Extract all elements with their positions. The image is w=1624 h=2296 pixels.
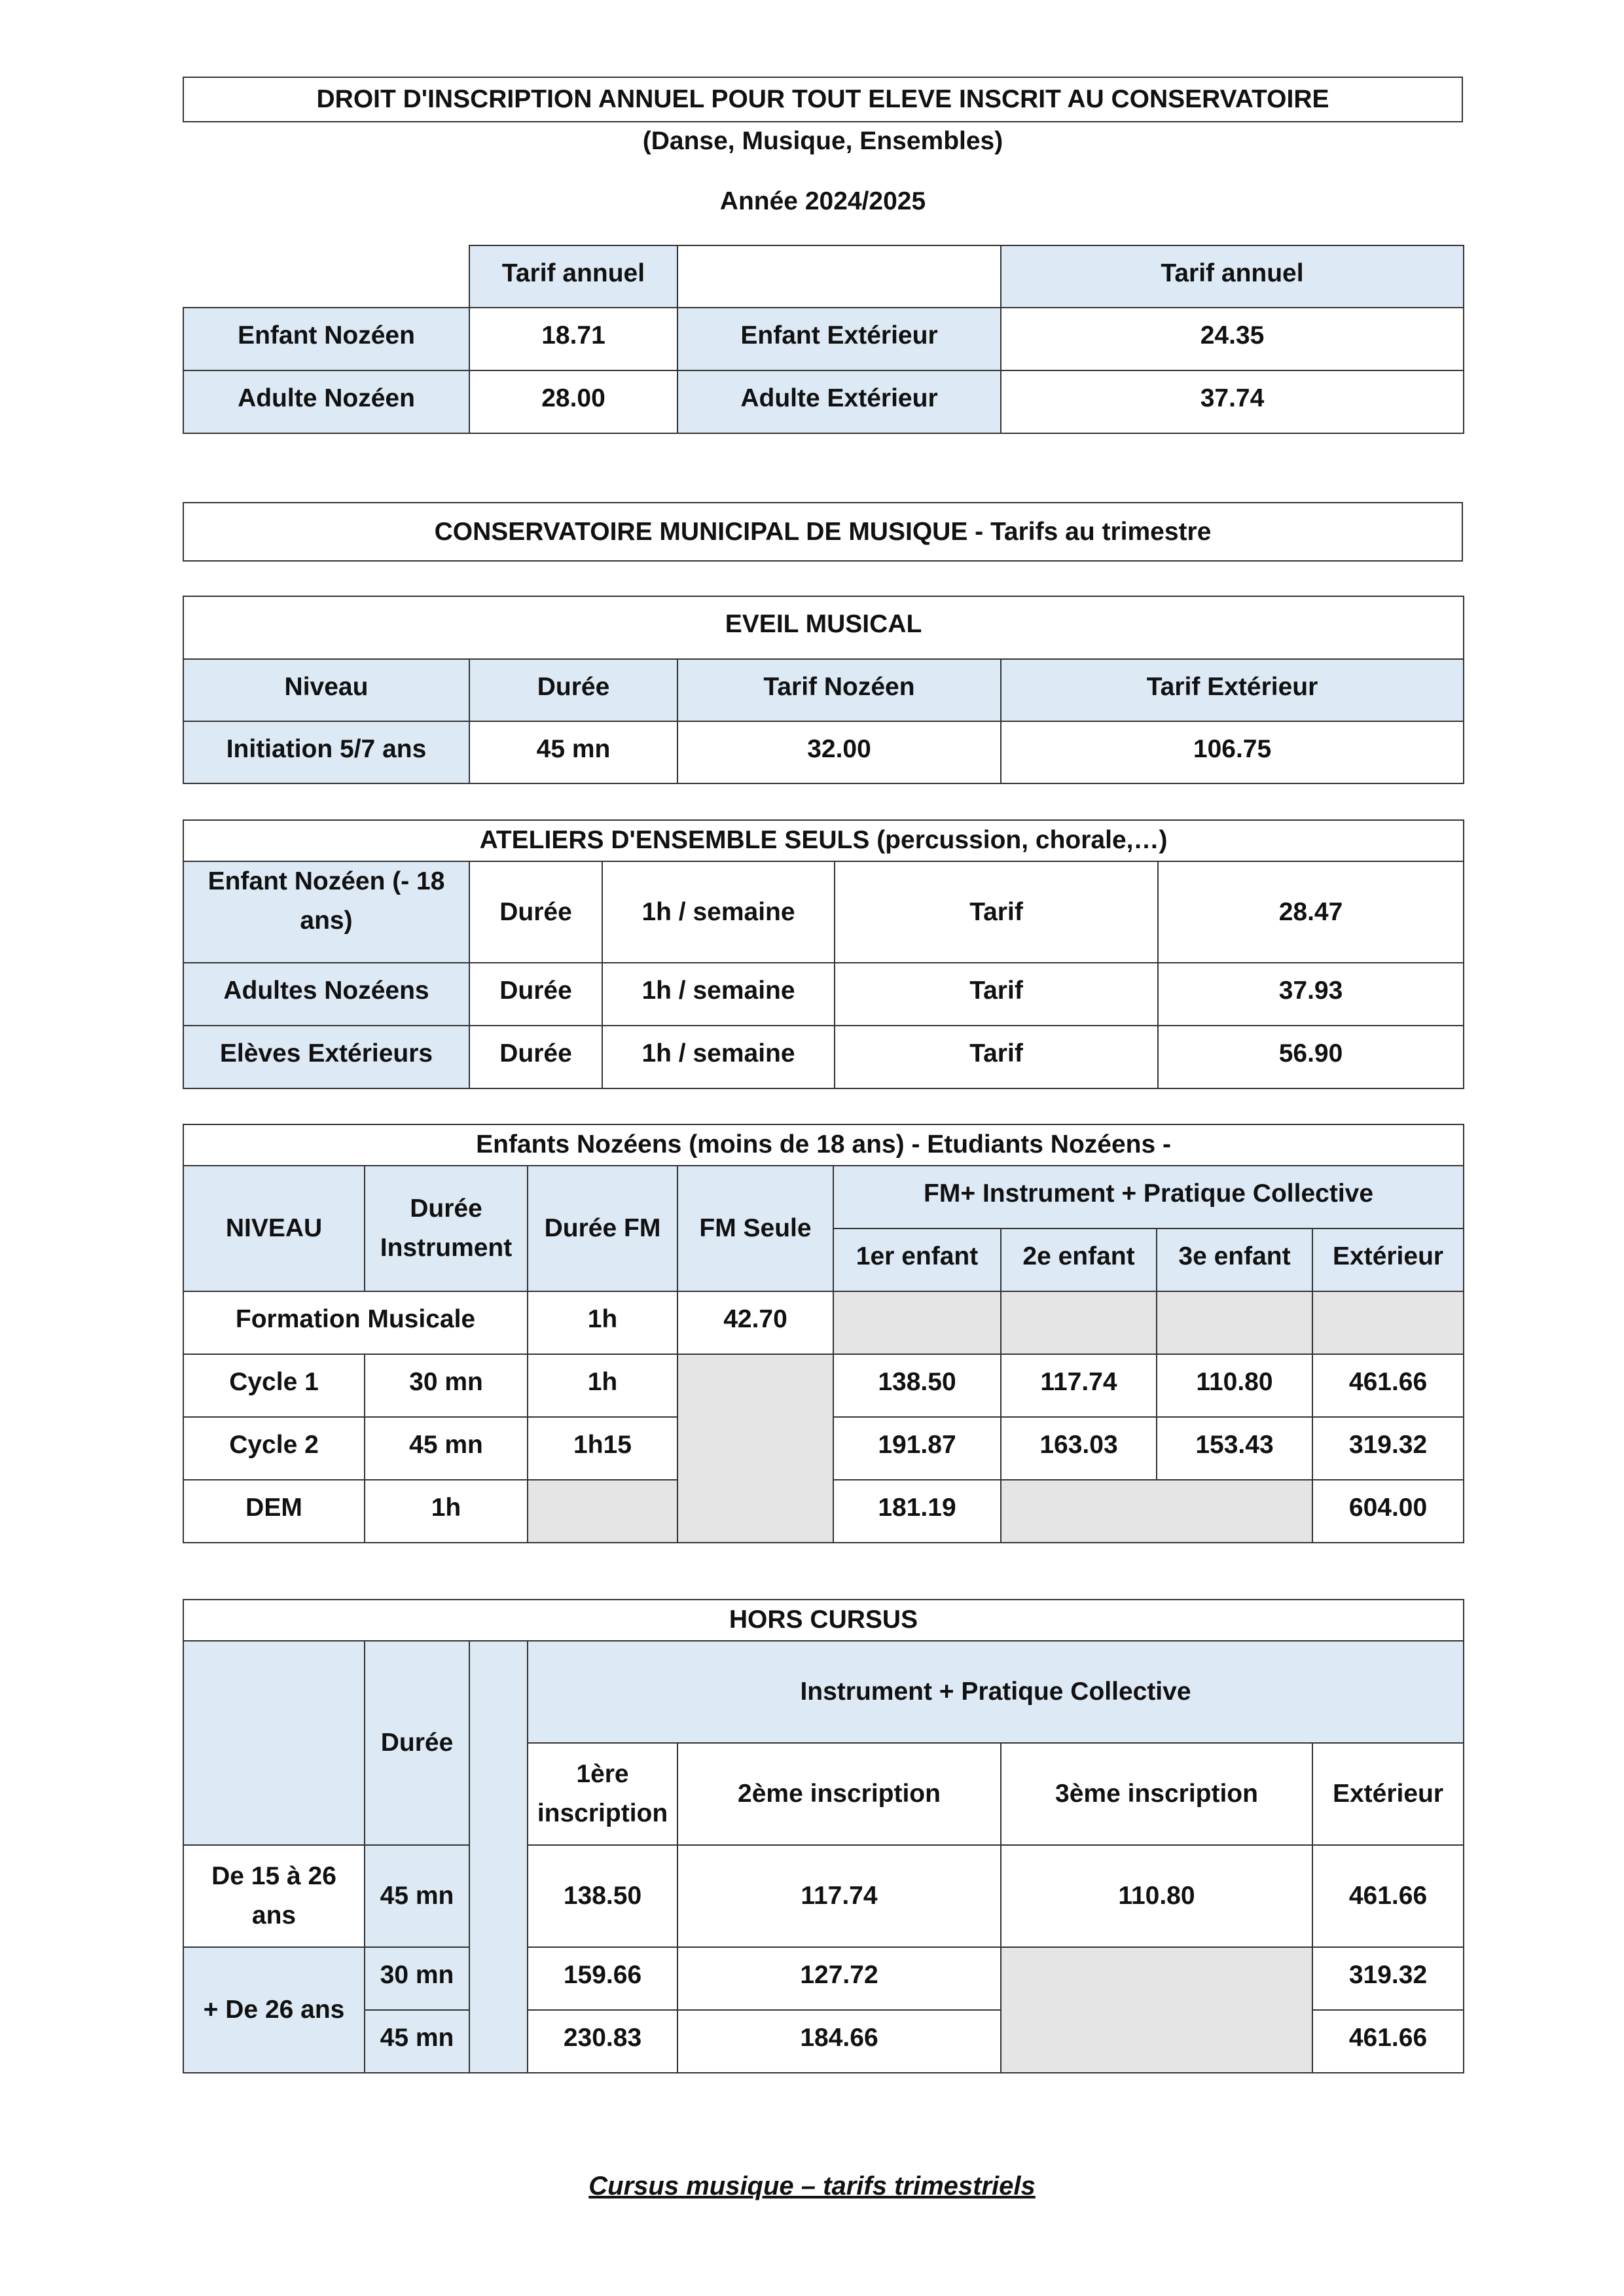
tarif-label: Tarif <box>835 963 1158 1026</box>
tarif-label: Tarif <box>835 861 1158 963</box>
value-cell: 28.00 <box>469 370 677 433</box>
duree-label: Durée <box>469 963 602 1026</box>
inscription-table <box>183 245 1463 434</box>
header-3e-enfant: 3e enfant <box>1157 1229 1312 1291</box>
value-cell: 32.00 <box>677 721 1001 783</box>
empty-cell <box>1157 1291 1312 1354</box>
value-cell: 1h <box>365 1480 528 1543</box>
header-group-instrument: Instrument + Pratique Collective <box>528 1641 1464 1743</box>
row-label: Cycle 2 <box>183 1417 365 1480</box>
conservatoire-title: CONSERVATOIRE MUNICIPAL DE MUSIQUE - Tarifs au trimestre <box>183 502 1463 562</box>
row-label: Adulte Extérieur <box>677 370 1001 433</box>
value-cell: 45 mn <box>365 1417 528 1480</box>
header-2e-enfant: 2e enfant <box>1001 1229 1157 1291</box>
empty-cell <box>677 245 1001 308</box>
tarif-value: 37.93 <box>1158 963 1464 1026</box>
value-cell: 153.43 <box>1157 1417 1312 1480</box>
header-duree-instrument: Durée Instrument <box>365 1166 528 1291</box>
duree-value: 1h / semaine <box>602 861 835 963</box>
row-label: DEM <box>183 1480 365 1543</box>
row-label: + De 26 ans <box>183 1947 365 2073</box>
header-niveau: NIVEAU <box>183 1166 365 1291</box>
col-header-tarif-annuel: Tarif annuel <box>1001 245 1464 308</box>
value-cell: 191.87 <box>833 1417 1001 1480</box>
value-cell: 319.32 <box>1312 1947 1464 2010</box>
header-1er-enfant: 1er enfant <box>833 1229 1001 1291</box>
inscription-year: Année 2024/2025 <box>719 187 926 215</box>
value-cell: 461.66 <box>1312 2010 1464 2073</box>
value-cell: 106.75 <box>1001 721 1464 783</box>
value-cell: 184.66 <box>677 2010 1001 2073</box>
row-label: Enfant Extérieur <box>677 308 1001 370</box>
value-cell: 163.03 <box>1001 1417 1157 1480</box>
value-cell: 138.50 <box>528 1845 677 1947</box>
value-cell: 30 mn <box>365 1354 528 1417</box>
empty-header-cell <box>183 1641 365 1845</box>
duree-value: 1h / semaine <box>602 963 835 1026</box>
value-cell: 127.72 <box>677 1947 1001 2010</box>
enfants-title: Enfants Nozéens (moins de 18 ans) - Etudiants Nozéens - <box>183 1124 1464 1166</box>
header-duree: Durée <box>365 1641 469 1845</box>
duree-cell: 30 mn <box>365 1947 469 2010</box>
empty-cell <box>1001 1480 1312 1543</box>
duree-value: 1h / semaine <box>602 1026 835 1088</box>
empty-cell <box>833 1291 1001 1354</box>
empty-cell <box>1001 1947 1312 2073</box>
inscription-subtitle: (Danse, Musique, Ensembles) <box>642 127 1003 155</box>
row-label: Enfant Nozéen (- 18 ans) <box>183 861 469 963</box>
value-cell: 181.19 <box>833 1480 1001 1543</box>
value-cell: 45 mn <box>469 721 677 783</box>
empty-cell <box>677 1354 833 1543</box>
value-cell: 319.32 <box>1312 1417 1464 1480</box>
value-cell: 461.66 <box>1312 1845 1464 1947</box>
row-label: Adultes Nozéens <box>183 963 469 1026</box>
header-tarif-exterieur: Tarif Extérieur <box>1001 659 1464 721</box>
duree-cell: 45 mn <box>365 2010 469 2073</box>
row-label: Formation Musicale <box>183 1291 528 1354</box>
hors-cursus-title: HORS CURSUS <box>183 1600 1464 1641</box>
empty-blue-column <box>469 1641 528 2073</box>
tarif-value: 56.90 <box>1158 1026 1464 1088</box>
value-cell: 461.66 <box>1312 1354 1464 1417</box>
row-label: Cycle 1 <box>183 1354 365 1417</box>
value-cell: 110.80 <box>1001 1845 1312 1947</box>
duree-cell: 45 mn <box>365 1845 469 1947</box>
header-2eme-inscription: 2ème inscription <box>677 1743 1001 1845</box>
header-1ere-inscription: 1ère inscription <box>528 1743 677 1845</box>
inscription-title: DROIT D'INSCRIPTION ANNUEL POUR TOUT ELEVE INSCRIT AU CONSERVATOIRE <box>183 77 1463 122</box>
value-cell: 230.83 <box>528 2010 677 2073</box>
value-cell: 1h <box>528 1354 677 1417</box>
row-label: De 15 à 26 ans <box>183 1845 365 1947</box>
header-tarif-nozeen: Tarif Nozéen <box>677 659 1001 721</box>
footer-caption: Cursus musique – tarifs trimestriels <box>588 2172 1036 2200</box>
value-cell: 1h15 <box>528 1417 677 1480</box>
row-label: Initiation 5/7 ans <box>183 721 469 783</box>
tarif-value: 28.47 <box>1158 861 1464 963</box>
ateliers-table <box>183 819 1463 1089</box>
value-cell: 42.70 <box>677 1291 833 1354</box>
empty-cell <box>1001 1291 1157 1354</box>
empty-cell <box>1312 1291 1464 1354</box>
value-cell: 604.00 <box>1312 1480 1464 1543</box>
duree-label: Durée <box>469 1026 602 1088</box>
tarif-label: Tarif <box>835 1026 1158 1088</box>
header-exterieur: Extérieur <box>1312 1743 1464 1845</box>
value-cell: 117.74 <box>677 1845 1001 1947</box>
col-header-tarif-annuel: Tarif annuel <box>469 245 677 308</box>
header-group-fm-instrument: FM+ Instrument + Pratique Collective <box>833 1166 1464 1229</box>
value-cell: 37.74 <box>1001 370 1464 433</box>
value-cell: 24.35 <box>1001 308 1464 370</box>
empty-cell <box>528 1480 677 1543</box>
enfants-table <box>183 1124 1463 1543</box>
value-cell: 1h <box>528 1291 677 1354</box>
value-cell: 117.74 <box>1001 1354 1157 1417</box>
value-cell: 110.80 <box>1157 1354 1312 1417</box>
eveil-table <box>183 596 1463 784</box>
empty-cell <box>183 245 469 308</box>
header-3eme-inscription: 3ème inscription <box>1001 1743 1312 1845</box>
row-label: Enfant Nozéen <box>183 308 469 370</box>
header-duree-fm: Durée FM <box>528 1166 677 1291</box>
header-exterieur: Extérieur <box>1312 1229 1464 1291</box>
ateliers-title: ATELIERS D'ENSEMBLE SEULS (percussion, chorale,…) <box>183 820 1464 861</box>
header-fm-seule: FM Seule <box>677 1166 833 1291</box>
value-cell: 18.71 <box>469 308 677 370</box>
duree-label: Durée <box>469 861 602 963</box>
value-cell: 138.50 <box>833 1354 1001 1417</box>
header-duree: Durée <box>469 659 677 721</box>
hors-cursus-table <box>183 1599 1463 2073</box>
row-label: Adulte Nozéen <box>183 370 469 433</box>
value-cell: 159.66 <box>528 1947 677 2010</box>
eveil-title: EVEIL MUSICAL <box>183 596 1464 659</box>
header-niveau: Niveau <box>183 659 469 721</box>
row-label: Elèves Extérieurs <box>183 1026 469 1088</box>
